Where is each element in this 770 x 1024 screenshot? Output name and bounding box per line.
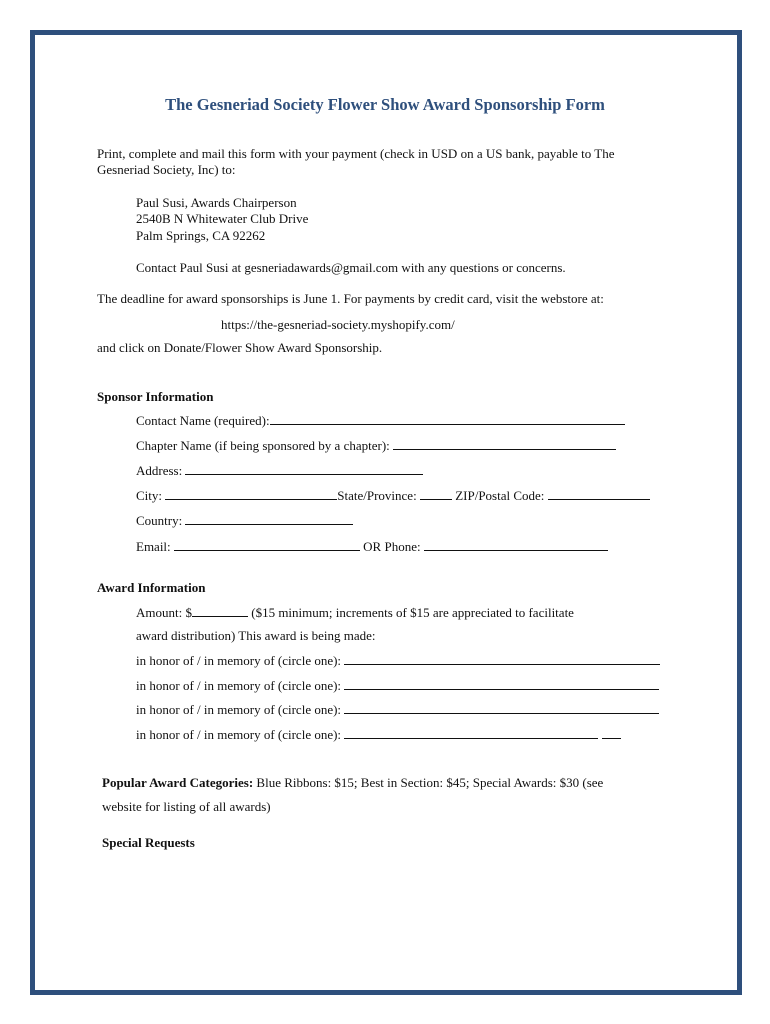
contact-name-row (136, 412, 625, 429)
honor-row-4 (136, 726, 621, 743)
country-field[interactable] (185, 512, 353, 525)
city-label: City: (136, 488, 163, 503)
honor-label: in honor of / in memory of (circle one): (136, 702, 342, 717)
form-title: The Gesneriad Society Flower Show Award Sponsorship Form (165, 95, 605, 114)
country-row (136, 512, 353, 529)
address-label: Address: (136, 463, 183, 478)
honor-label: in honor of / in memory of (circle one): (136, 653, 342, 668)
intro-line-2: Gesneriad Society, Inc) to: (97, 162, 236, 177)
honor-row-1 (136, 652, 660, 669)
sponsor-heading: Sponsor Information (97, 389, 214, 404)
zip-label: ZIP/Postal Code: (455, 488, 545, 503)
honor-row-3 (136, 701, 659, 718)
address-field[interactable] (185, 462, 423, 475)
honor-label: in honor of / in memory of (circle one): (136, 678, 342, 693)
honor-field-3[interactable] (344, 701, 659, 714)
country-label: Country: (136, 513, 183, 528)
city-field[interactable] (165, 487, 337, 500)
address-name: Paul Susi, Awards Chairperson (136, 195, 297, 210)
zip-field[interactable] (548, 487, 650, 500)
honor-field-2[interactable] (344, 677, 659, 690)
popular-label: Popular Award Categories: (102, 775, 254, 790)
email-row (136, 538, 608, 555)
honor-row-2 (136, 677, 659, 694)
contact-name-field[interactable] (270, 412, 625, 425)
address-row (136, 462, 423, 479)
honor-field-1[interactable] (344, 652, 660, 665)
special-requests-heading: Special Requests (102, 835, 195, 850)
award-heading: Award Information (97, 580, 206, 595)
intro-line-1: Print, complete and mail this form with your payment (check in USD on a US bank, payable to The (97, 146, 615, 161)
state-label: State/Province: (337, 488, 417, 503)
phone-label: OR Phone: (363, 539, 421, 554)
webstore-link[interactable]: https://the-gesneriad-society.myshopify.com/ (221, 317, 455, 332)
email-field[interactable] (174, 538, 360, 551)
state-field[interactable] (420, 487, 452, 500)
amount-row (136, 604, 574, 621)
phone-field[interactable] (424, 538, 608, 551)
amount-note-2: award distribution) This award is being made: (136, 628, 376, 643)
chapter-name-field[interactable] (393, 437, 616, 450)
email-label: Email: (136, 539, 171, 554)
amount-field[interactable] (192, 604, 248, 617)
honor-label: in honor of / in memory of (circle one): (136, 727, 342, 742)
city-row (136, 487, 650, 504)
deadline-text: The deadline for award sponsorships is June 1. For payments by credit card, visit the webstore at: (97, 291, 604, 306)
popular-text: Blue Ribbons: $15; Best in Section: $45; Special Awards: $30 (see (256, 775, 604, 790)
amount-label: Amount: $ (136, 605, 192, 620)
honor-field-4-extra[interactable] (602, 726, 621, 739)
contact-note: Contact Paul Susi at gesneriadawards@gmail.com with any questions or concerns. (136, 260, 566, 275)
chapter-name-label: Chapter Name (if being sponsored by a chapter): (136, 438, 390, 453)
honor-field-4[interactable] (344, 726, 598, 739)
address-street: 2540B N Whitewater Club Drive (136, 211, 309, 226)
chapter-name-row (136, 437, 616, 454)
amount-note: ($15 minimum; increments of $15 are appreciated to facilitate (251, 605, 574, 620)
contact-name-label: Contact Name (required): (136, 413, 270, 428)
donate-note: and click on Donate/Flower Show Award Sponsorship. (97, 340, 383, 355)
address-city: Palm Springs, CA 92262 (136, 228, 266, 243)
popular-row (102, 775, 603, 791)
popular-text-2: website for listing of all awards) (102, 799, 271, 814)
